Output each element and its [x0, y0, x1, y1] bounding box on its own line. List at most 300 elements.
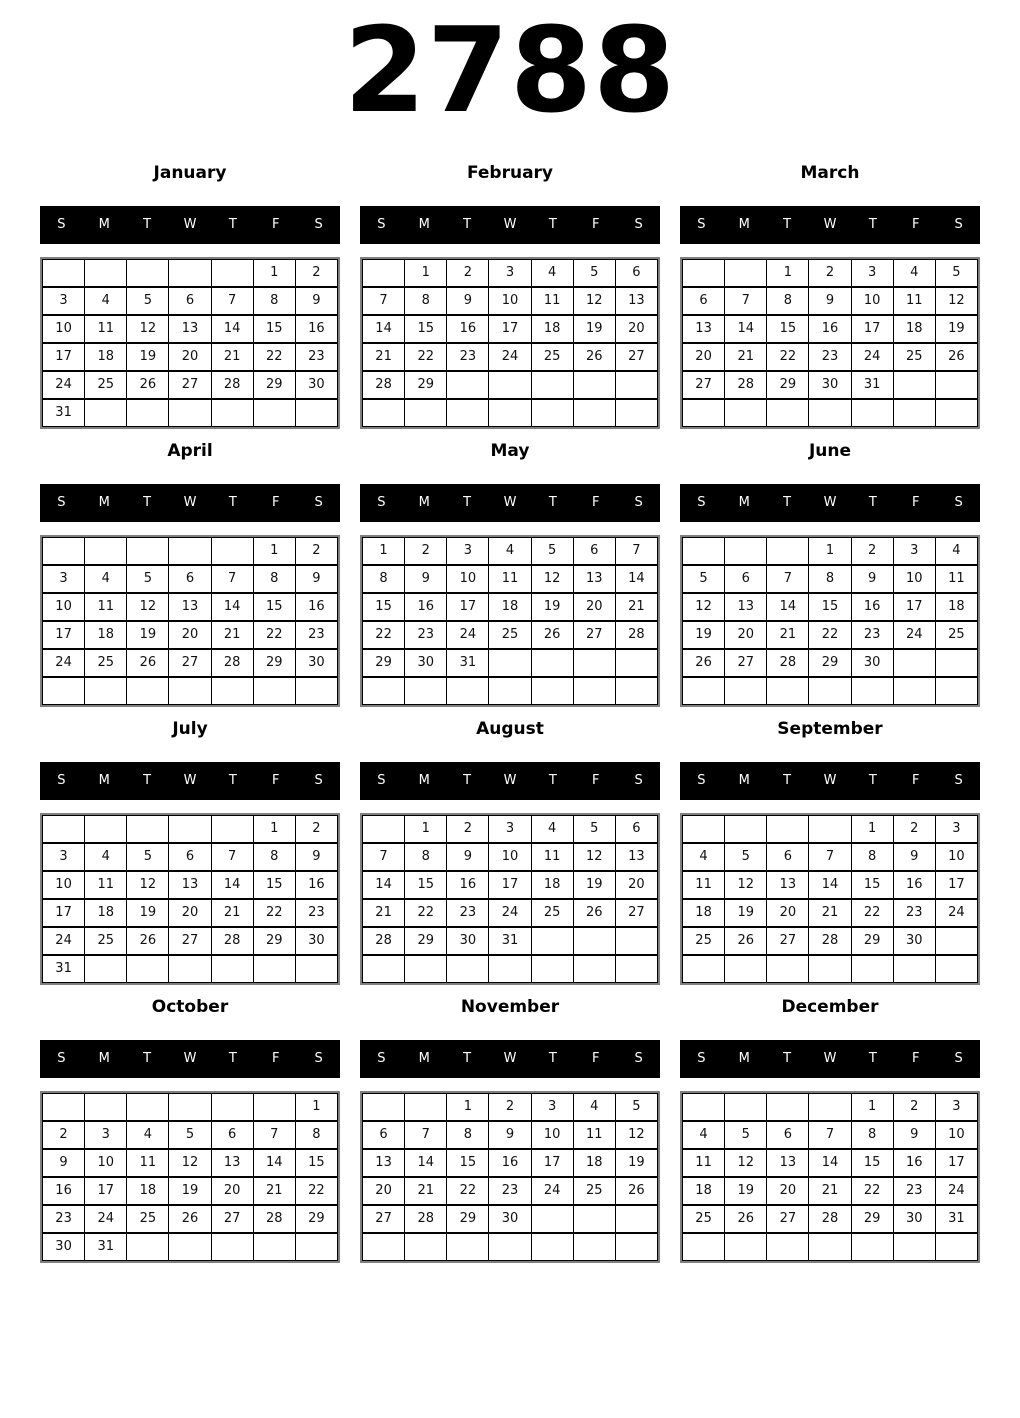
day-cell: 13 [615, 287, 657, 315]
day-cell: 23 [295, 621, 337, 649]
day-cell: 13 [169, 315, 211, 343]
day-cell-empty [363, 955, 405, 983]
day-cell: 16 [447, 871, 489, 899]
day-cell-empty [169, 259, 211, 287]
day-cell: 1 [253, 815, 295, 843]
day-cell-empty [893, 677, 935, 705]
day-cell: 10 [85, 1149, 127, 1177]
day-cell: 27 [615, 343, 657, 371]
weekday-label: S [954, 773, 963, 789]
week-row [363, 537, 658, 565]
week-row [363, 1233, 658, 1261]
day-cell-empty [253, 1233, 295, 1261]
day-cell: 18 [531, 315, 573, 343]
day-cell: 25 [531, 343, 573, 371]
day-cell-empty [85, 677, 127, 705]
day-cell-empty [447, 371, 489, 399]
day-cell: 11 [935, 565, 977, 593]
day-cell-empty [489, 649, 531, 677]
day-cell-empty [935, 927, 977, 955]
day-cell-empty [489, 371, 531, 399]
day-cell: 4 [85, 843, 127, 871]
day-cell: 8 [295, 1121, 337, 1149]
day-cell: 8 [809, 565, 851, 593]
day-cell: 25 [893, 343, 935, 371]
day-cell-empty [85, 399, 127, 427]
day-cell: 2 [893, 815, 935, 843]
month-march [680, 162, 980, 429]
day-cell: 19 [127, 899, 169, 927]
month-october [40, 996, 340, 1263]
day-cell: 22 [767, 343, 809, 371]
weekday-label: F [591, 495, 600, 511]
month-grid [42, 815, 338, 983]
day-cell-empty [531, 1205, 573, 1233]
day-cell: 28 [809, 927, 851, 955]
weekday-label: M [98, 1051, 110, 1067]
day-cell: 12 [127, 315, 169, 343]
day-cell: 24 [43, 927, 85, 955]
day-cell-empty [767, 677, 809, 705]
day-cell: 1 [851, 1093, 893, 1121]
week-row [363, 871, 658, 899]
week-row [683, 315, 978, 343]
weekday-label: W [823, 1051, 837, 1067]
day-cell: 21 [767, 621, 809, 649]
day-cell: 22 [405, 899, 447, 927]
day-cell: 21 [363, 343, 405, 371]
day-cell: 17 [489, 315, 531, 343]
day-cell: 22 [253, 899, 295, 927]
month-grid-frame [40, 257, 340, 429]
day-cell: 16 [893, 1149, 935, 1177]
month-title: May [490, 440, 530, 461]
day-cell: 16 [851, 593, 893, 621]
day-cell-empty [683, 1093, 725, 1121]
day-cell: 22 [363, 621, 405, 649]
week-row [683, 287, 978, 315]
day-cell: 17 [43, 343, 85, 371]
week-row [363, 955, 658, 983]
month-title: June [808, 440, 852, 461]
day-cell-empty [127, 537, 169, 565]
month-grid-frame [360, 1091, 660, 1263]
day-cell-empty [935, 649, 977, 677]
day-cell-empty [615, 399, 657, 427]
day-cell: 7 [211, 565, 253, 593]
day-cell: 14 [809, 871, 851, 899]
day-cell: 16 [447, 315, 489, 343]
day-cell: 24 [489, 899, 531, 927]
day-cell-empty [725, 677, 767, 705]
day-cell: 18 [85, 343, 127, 371]
day-cell-empty [935, 955, 977, 983]
day-cell: 31 [851, 371, 893, 399]
weekday-label: M [738, 217, 750, 233]
day-cell-empty [615, 1205, 657, 1233]
day-cell: 9 [809, 287, 851, 315]
day-cell: 13 [767, 871, 809, 899]
day-cell: 11 [573, 1121, 615, 1149]
month-grid-frame [680, 535, 980, 707]
day-cell: 8 [767, 287, 809, 315]
day-cell-empty [169, 399, 211, 427]
weekday-label: S [697, 773, 706, 789]
day-cell-empty [405, 1233, 447, 1261]
day-cell: 23 [489, 1177, 531, 1205]
day-cell: 9 [893, 843, 935, 871]
day-cell: 18 [489, 593, 531, 621]
day-cell: 30 [893, 927, 935, 955]
day-cell: 24 [935, 899, 977, 927]
day-cell-empty [211, 1233, 253, 1261]
weekday-label: S [377, 1051, 386, 1067]
weekday-label: M [738, 495, 750, 511]
day-cell: 24 [893, 621, 935, 649]
day-cell: 11 [85, 871, 127, 899]
day-cell: 27 [211, 1205, 253, 1233]
day-cell-empty [253, 955, 295, 983]
day-cell-empty [935, 1233, 977, 1261]
day-cell: 22 [809, 621, 851, 649]
weekday-label: M [418, 773, 430, 789]
day-cell: 31 [447, 649, 489, 677]
day-cell: 11 [85, 315, 127, 343]
day-cell: 10 [43, 315, 85, 343]
weekday-label: F [591, 773, 600, 789]
weekday-label: F [911, 217, 920, 233]
day-cell-empty [43, 1093, 85, 1121]
day-cell: 24 [85, 1205, 127, 1233]
week-row [683, 1177, 978, 1205]
week-row [43, 343, 338, 371]
months-grid [40, 162, 980, 1263]
day-cell: 21 [253, 1177, 295, 1205]
day-cell: 9 [295, 287, 337, 315]
day-cell: 14 [211, 315, 253, 343]
day-cell: 13 [169, 593, 211, 621]
day-cell: 29 [851, 927, 893, 955]
day-cell: 16 [295, 593, 337, 621]
day-cell: 6 [767, 1121, 809, 1149]
day-cell-empty [85, 955, 127, 983]
day-cell-empty [169, 677, 211, 705]
day-cell: 16 [295, 315, 337, 343]
day-cell: 2 [851, 537, 893, 565]
day-cell: 22 [253, 621, 295, 649]
day-cell: 10 [893, 565, 935, 593]
day-cell: 30 [43, 1233, 85, 1261]
day-cell-empty [683, 399, 725, 427]
day-cell: 18 [127, 1177, 169, 1205]
weekday-header [40, 206, 340, 244]
day-cell-empty [405, 1093, 447, 1121]
weekday-label: S [697, 1051, 706, 1067]
weekday-label: T [548, 773, 557, 789]
day-cell: 22 [253, 343, 295, 371]
month-grid [42, 537, 338, 705]
weekday-label: T [783, 217, 792, 233]
day-cell: 6 [725, 565, 767, 593]
day-cell-empty [295, 1233, 337, 1261]
day-cell: 19 [169, 1177, 211, 1205]
day-cell: 14 [809, 1149, 851, 1177]
weekday-label: S [634, 217, 643, 233]
day-cell-empty [935, 399, 977, 427]
weekday-label: S [634, 495, 643, 511]
week-row [683, 843, 978, 871]
day-cell-empty [531, 927, 573, 955]
day-cell: 24 [851, 343, 893, 371]
day-cell: 6 [169, 287, 211, 315]
day-cell: 15 [447, 1149, 489, 1177]
day-cell: 28 [211, 927, 253, 955]
day-cell-empty [85, 259, 127, 287]
day-cell-empty [363, 259, 405, 287]
day-cell: 15 [851, 871, 893, 899]
day-cell-empty [935, 677, 977, 705]
weekday-label: W [823, 773, 837, 789]
day-cell-empty [211, 677, 253, 705]
week-row [43, 399, 338, 427]
weekday-label: T [463, 773, 472, 789]
day-cell: 26 [935, 343, 977, 371]
day-cell: 28 [211, 649, 253, 677]
day-cell: 28 [615, 621, 657, 649]
weekday-header [680, 762, 980, 800]
weekday-label: F [271, 1051, 280, 1067]
day-cell-empty [489, 955, 531, 983]
week-row [43, 899, 338, 927]
weekday-label: T [548, 1051, 557, 1067]
day-cell: 2 [43, 1121, 85, 1149]
weekday-label: F [271, 773, 280, 789]
month-title: April [167, 440, 213, 461]
weekday-label: S [314, 495, 323, 511]
weekday-header [680, 1040, 980, 1078]
month-january [40, 162, 340, 429]
weekday-label: T [228, 217, 237, 233]
day-cell-empty [127, 955, 169, 983]
day-cell-empty [127, 259, 169, 287]
day-cell: 21 [405, 1177, 447, 1205]
month-grid [362, 1093, 658, 1261]
day-cell-empty [447, 677, 489, 705]
day-cell-empty [169, 815, 211, 843]
day-cell: 9 [405, 565, 447, 593]
weekday-label: F [911, 1051, 920, 1067]
day-cell-empty [615, 927, 657, 955]
month-title: March [800, 162, 860, 183]
day-cell: 27 [767, 927, 809, 955]
weekday-header [360, 1040, 660, 1078]
day-cell: 26 [573, 899, 615, 927]
day-cell: 30 [851, 649, 893, 677]
week-row [363, 593, 658, 621]
day-cell: 11 [531, 287, 573, 315]
day-cell: 11 [683, 871, 725, 899]
month-title: November [460, 996, 560, 1017]
day-cell-empty [935, 371, 977, 399]
weekday-label: S [697, 495, 706, 511]
day-cell: 10 [935, 843, 977, 871]
month-title: August [476, 718, 544, 739]
day-cell: 12 [573, 287, 615, 315]
day-cell-empty [725, 259, 767, 287]
day-cell: 12 [725, 871, 767, 899]
day-cell-empty [683, 677, 725, 705]
day-cell: 7 [405, 1121, 447, 1149]
month-november [360, 996, 660, 1263]
day-cell: 10 [43, 593, 85, 621]
day-cell-empty [531, 371, 573, 399]
day-cell: 3 [935, 815, 977, 843]
day-cell: 14 [211, 871, 253, 899]
month-grid-frame [680, 257, 980, 429]
day-cell: 27 [767, 1205, 809, 1233]
day-cell: 10 [489, 843, 531, 871]
day-cell: 1 [447, 1093, 489, 1121]
day-cell: 31 [85, 1233, 127, 1261]
day-cell-empty [531, 399, 573, 427]
day-cell: 4 [489, 537, 531, 565]
day-cell: 22 [295, 1177, 337, 1205]
weekday-label: W [823, 217, 837, 233]
day-cell: 28 [363, 371, 405, 399]
week-row [683, 649, 978, 677]
day-cell: 4 [85, 565, 127, 593]
week-row [683, 1205, 978, 1233]
day-cell: 14 [363, 315, 405, 343]
day-cell-empty [725, 815, 767, 843]
day-cell: 10 [531, 1121, 573, 1149]
day-cell: 23 [893, 1177, 935, 1205]
day-cell: 5 [683, 565, 725, 593]
day-cell: 19 [615, 1149, 657, 1177]
day-cell: 11 [683, 1149, 725, 1177]
day-cell: 7 [725, 287, 767, 315]
day-cell: 17 [851, 315, 893, 343]
day-cell: 21 [809, 899, 851, 927]
month-grid-frame [40, 535, 340, 707]
day-cell: 4 [683, 1121, 725, 1149]
day-cell-empty [573, 371, 615, 399]
weekday-header [40, 1040, 340, 1078]
day-cell: 8 [253, 565, 295, 593]
day-cell: 5 [615, 1093, 657, 1121]
day-cell: 12 [725, 1149, 767, 1177]
day-cell: 30 [405, 649, 447, 677]
day-cell: 25 [85, 649, 127, 677]
day-cell: 19 [725, 899, 767, 927]
week-row [683, 565, 978, 593]
day-cell: 3 [43, 565, 85, 593]
week-row [43, 843, 338, 871]
day-cell: 23 [295, 899, 337, 927]
day-cell: 12 [127, 871, 169, 899]
day-cell: 9 [295, 565, 337, 593]
year-title: 2788 [343, 1, 677, 139]
day-cell: 23 [893, 899, 935, 927]
weekday-label: S [314, 773, 323, 789]
weekday-label: S [377, 773, 386, 789]
day-cell: 16 [809, 315, 851, 343]
day-cell: 1 [405, 815, 447, 843]
day-cell: 25 [489, 621, 531, 649]
day-cell: 20 [169, 899, 211, 927]
week-row [363, 815, 658, 843]
day-cell: 15 [809, 593, 851, 621]
day-cell: 18 [85, 899, 127, 927]
day-cell: 15 [253, 871, 295, 899]
day-cell: 5 [127, 843, 169, 871]
weekday-label: S [57, 773, 66, 789]
day-cell-empty [447, 399, 489, 427]
week-row [683, 621, 978, 649]
weekday-label: T [868, 217, 877, 233]
day-cell: 9 [893, 1121, 935, 1149]
day-cell: 7 [211, 287, 253, 315]
weekday-header [680, 206, 980, 244]
month-grid-frame [360, 257, 660, 429]
day-cell: 14 [253, 1149, 295, 1177]
day-cell: 17 [893, 593, 935, 621]
weekday-label: W [503, 495, 517, 511]
day-cell-empty [363, 1233, 405, 1261]
weekday-label: F [271, 495, 280, 511]
day-cell-empty [447, 1233, 489, 1261]
week-row [43, 287, 338, 315]
weekday-label: S [57, 495, 66, 511]
day-cell: 3 [43, 843, 85, 871]
day-cell-empty [211, 537, 253, 565]
day-cell-empty [809, 677, 851, 705]
day-cell: 27 [169, 371, 211, 399]
day-cell: 7 [615, 537, 657, 565]
day-cell: 20 [169, 621, 211, 649]
day-cell: 29 [363, 649, 405, 677]
weekday-label: M [738, 773, 750, 789]
day-cell: 12 [615, 1121, 657, 1149]
day-cell-empty [531, 955, 573, 983]
day-cell: 2 [447, 815, 489, 843]
day-cell-empty [363, 677, 405, 705]
day-cell-empty [211, 1093, 253, 1121]
month-grid [362, 537, 658, 705]
weekday-label: M [738, 1051, 750, 1067]
day-cell: 30 [489, 1205, 531, 1233]
day-cell: 21 [809, 1177, 851, 1205]
day-cell: 28 [211, 371, 253, 399]
week-row [683, 677, 978, 705]
month-grid [682, 1093, 978, 1261]
day-cell: 23 [405, 621, 447, 649]
day-cell-empty [767, 1233, 809, 1261]
day-cell: 28 [809, 1205, 851, 1233]
day-cell: 12 [127, 593, 169, 621]
day-cell-empty [295, 955, 337, 983]
week-row [43, 649, 338, 677]
day-cell: 1 [767, 259, 809, 287]
day-cell: 5 [935, 259, 977, 287]
day-cell: 3 [893, 537, 935, 565]
day-cell-empty [809, 815, 851, 843]
day-cell: 3 [851, 259, 893, 287]
weekday-label: T [463, 217, 472, 233]
day-cell: 14 [615, 565, 657, 593]
day-cell: 27 [573, 621, 615, 649]
day-cell-empty [43, 815, 85, 843]
